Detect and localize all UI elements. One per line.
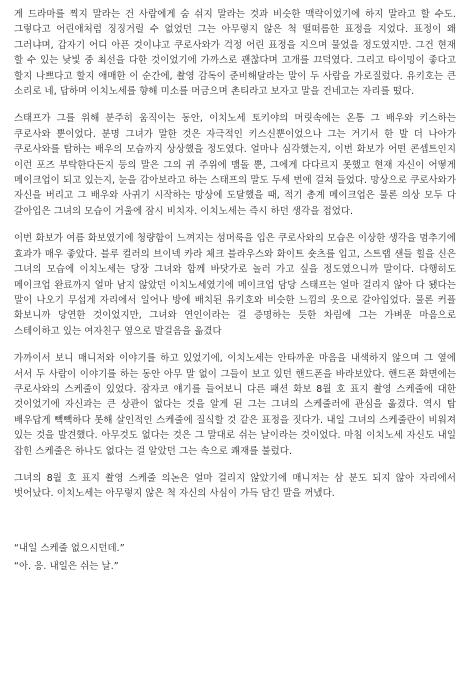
- dialogue-line: “내일 스케줄 없으시던데.”: [14, 542, 125, 554]
- paragraph: 이번 화보가 여름 화보였기에 청량함이 느껴지는 섬머룩을 입은 쿠로사와의 모습은 이상한 생각을 멈추기에 효과가 매우 좋았다. 블루 컬러의 브이넥 카라 체크 블라우스와 화이트 숏츠를 입고, 스트랩 샌들 힐을 신은 그녀의 모습에 이치노세는 당장 그녀와 함께 바닷가로 놀러 가고 싶을 정도였으니까 말이다. 다행히도 메이크업 완료까지 얼마 남지 않았던 이치노세였기에 메이크업 담당 스태프는 얼마 걸리지 않아 다 됐다는 말이 나오기 무섭게 자리에서 일어나 방에 배치된 유키호와 비슷한 느낌의 옷으로 갈아입었다. 물론 커플 화보니까 당연한 것이었지만, 그녀와 연인이라는 걸 증명하는 듯한 차림에 그는 가벼운 마음으로 스테이하고 있는 여자친구 옆으로 발걸음을 옮겼다: [14, 233, 456, 337]
- novel-page: [14, 0, 456, 576]
- paragraph: 가까이서 보니 매니저와 이야기를 하고 있었기에, 이치노세는 안타까운 마음을 내색하지 않으며 그 옆에 서서 두 사람이 이야기를 하는 동안 아무 말 없이 그들이 보고 있던 핸드폰을 바라보았다. 핸드폰 화면에는 쿠로사와의 스케줄이 있었다. 잠자코 얘기를 들어보니 다른 패션 화보 8월 호 표지 촬영 스케줄에 대한 것이었기에 자신과는 큰 상관이 없다는 것을 알게 된 그는 그녀의 스케줄러에 관심을 옮겼다. 역시 탑 배우답게 빽빽하다 못해 살인적인 스케줄에 질식할 것 같은 표정을 짓다가. 내일 그녀의 스케줄란이 비워져 있는 것을 발견했다. 아무것도 없다는 것은 그 말대로 쉬는 날이라는 것이었다. 마침 이치노세 자신도 내일 잡힌 스케줄은 하나도 없다는 걸 알았던 그는 속으로 쾌재를 불렀다.: [14, 353, 456, 457]
- paragraph: 스태프가 그를 위해 분주히 움직이는 동안, 이치노세 토키야의 머릿속에는 온통 그 배우와 키스하는 쿠로사와 뿐이었다. 분명 그녀가 말한 것은 자극적인 키스신뿐이었으나 그는 거기서 한 발 더 나아가 쿠로사와를 탐하는 배우의 모습까지 상상했을 정도였다. 얼마나 심각했는지, 이번 화보가 어떤 콘셉트인지 이런 포즈 부탁한다든지 등의 말은 그의 귀 주위에 맴돌 뿐, 그에게 다다르지 못했고 현재 자신이 어떻게 메이크업이 되고 있는지, 눈을 감아보라고 하는 스태프의 말도 두세 번에 걸쳐 들었다. 망상으로 쿠로사와가 자신을 버리고 그 배우와 사귀기 시작하는 망상에 도달했을 때, 적기 총계 메이크업은 물론 의상 모두 다 갈아입은 그녀의 모습이 거울에 잠시 비치자. 이치노세는 즉시 하던 생각을 접었다.: [14, 113, 456, 217]
- paragraph: 게 드라마를 찍지 말라는 건 사람에게 숨 쉬지 말라는 것과 비슷한 맥락이었기에 하지 말라고 할 수도. 그렇다고 어린애처럼 징징거릴 수 없었던 그는 아무렇지 않은 척 떨떠름한 표정을 지었다. 표정이 왜 그러냐며, 갑자기 어디 아픈 것이냐고 쿠로사와가 걱정 어린 표정을 지으며 물었을 정도였지만. 그건 현재 할 수 있는 낮빛 중 최선을 다한 것이었기에 가까스로 괜찮다며 고개를 끄덕였다. 그리고 타이밍이 좋다고 할지 나쁘다고 할지 애매한 이 순간에, 촬영 감독이 준비해달라는 말이 두 사람을 가로질렀다. 유키호는 큰 소리로 네, 답하며 이치노세를 향해 미소를 머금으며 촌티라고 보자고 말을 건네고는 자리를 떴다.: [14, 9, 456, 98]
- dialogue-line: “아. 응. 내일은 쉬는 날.”: [14, 560, 119, 572]
- dialogue-block: [14, 540, 456, 576]
- paragraph: 그녀의 8월 호 표지 촬영 스케줄 의논은 얼마 걸리지 않았기에 매니저는 삼 분도 되지 않아 자리에서 벗어났다. 이치노세는 아무렇지 않은 척 자신의 사심이 가득 담긴 말을 꺼냈다.: [14, 472, 456, 500]
